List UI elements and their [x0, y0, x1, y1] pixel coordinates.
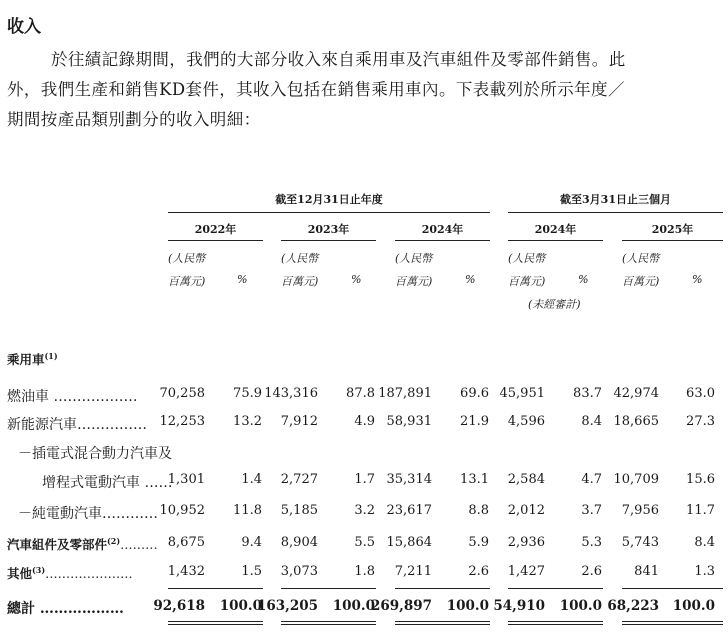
table-cell: 9.4 — [241, 535, 262, 550]
row-label — [7, 535, 158, 553]
footnote-ref: (2) — [107, 535, 121, 546]
divider — [508, 588, 603, 589]
table-cell: 2,727 — [280, 472, 318, 487]
table-cell: 187,891 — [378, 386, 432, 401]
divider — [168, 240, 263, 241]
table-cell: 5.9 — [468, 535, 489, 550]
paragraph-line-3: 期間按產品類別劃分的收入明細： — [7, 110, 261, 129]
pct-label: % — [578, 273, 589, 286]
row-label-text: 汽車組件及零部件 — [7, 537, 108, 552]
group-header-year: 截至12月31日止年度 — [275, 193, 383, 206]
table-cell: 7,912 — [280, 414, 318, 429]
paragraph-line-1: 於往績記錄期間，我們的大部分收入來自乘用車及汽車組件及零部件銷售。此 — [51, 50, 626, 69]
divider — [281, 588, 376, 589]
footnote-ref: (1) — [44, 350, 58, 361]
table-cell: 83.7 — [573, 386, 602, 401]
table-cell: 8,675 — [167, 535, 205, 550]
table-cell: 8,904 — [280, 535, 318, 550]
table-cell: 92,618 — [153, 598, 205, 614]
table-cell: 18,665 — [613, 414, 659, 429]
table-cell: 100.0 — [446, 598, 489, 614]
divider — [168, 212, 490, 213]
table-cell: 13.2 — [233, 414, 262, 429]
table-cell: 10,709 — [613, 472, 659, 487]
leader-dots: ………………… — [45, 566, 133, 581]
table-cell: 42,974 — [613, 386, 659, 401]
table-cell: 21.9 — [460, 414, 489, 429]
table-cell: 1.8 — [354, 564, 375, 579]
table-cell: 1,427 — [507, 564, 545, 579]
pct-label: % — [692, 273, 703, 286]
table-cell: 1.3 — [694, 564, 715, 579]
table-cell: 15.6 — [686, 472, 715, 487]
pct-label: % — [351, 273, 362, 286]
total-label: 總計 ……………… — [7, 601, 124, 617]
section-label — [7, 350, 58, 368]
table-cell: 11.8 — [233, 503, 262, 518]
table-cell: 143,316 — [264, 386, 318, 401]
divider — [395, 588, 490, 589]
table-cell: 5.5 — [354, 535, 375, 550]
table-cell: 75.9 — [233, 386, 262, 401]
table-cell: 4.7 — [581, 472, 602, 487]
table-cell: 100.0 — [559, 598, 602, 614]
divider — [622, 240, 723, 241]
table-cell: 8.8 — [468, 503, 489, 518]
unit-label: (人民幣 — [168, 252, 206, 265]
table-cell: 11.7 — [686, 503, 715, 518]
table-cell: 4.9 — [354, 414, 375, 429]
period-header: 2023年 — [307, 223, 350, 236]
row-label: 新能源汽車…………… — [7, 417, 147, 433]
table-cell: 8.4 — [694, 535, 715, 550]
table-cell: 2.6 — [581, 564, 602, 579]
table-cell: 2,012 — [507, 503, 545, 518]
divider — [281, 240, 376, 241]
row-label: －純電動汽車………… — [18, 506, 158, 522]
double-rule — [622, 621, 723, 625]
row-label — [7, 564, 133, 582]
table-cell: 10,952 — [159, 503, 205, 518]
table-cell: 58,931 — [386, 414, 432, 429]
unit-label: 百萬元) — [281, 275, 319, 288]
divider — [395, 240, 490, 241]
table-cell: 1.4 — [241, 472, 262, 487]
divider — [622, 588, 723, 589]
table-cell: 2,584 — [507, 472, 545, 487]
table-cell: 3.7 — [581, 503, 602, 518]
period-header: 2024年 — [421, 223, 464, 236]
double-rule — [395, 621, 490, 625]
table-cell: 70,258 — [159, 386, 205, 401]
footnote-ref: (3) — [32, 564, 46, 575]
table-cell: 5,185 — [280, 503, 318, 518]
unit-label: 百萬元) — [508, 275, 546, 288]
table-cell: 100.0 — [219, 598, 262, 614]
table-cell: 7,211 — [394, 564, 432, 579]
table-cell: 5.3 — [581, 535, 602, 550]
unit-label: 百萬元) — [622, 275, 660, 288]
table-cell: 27.3 — [686, 414, 715, 429]
table-cell: 4,596 — [507, 414, 545, 429]
double-rule — [168, 621, 263, 625]
table-cell: 5,743 — [621, 535, 659, 550]
unit-label: 百萬元) — [395, 275, 433, 288]
pct-label: % — [237, 273, 248, 286]
table-cell: 3.2 — [354, 503, 375, 518]
table-cell: 269,897 — [370, 598, 432, 614]
table-cell: 23,617 — [386, 503, 432, 518]
unit-label: (人民幣 — [508, 252, 546, 265]
table-cell: 68,223 — [607, 598, 659, 614]
paragraph-line-2: 外，我們生產和銷售KD套件，其收入包括在銷售乘用車內。下表載列於所示年度／ — [7, 80, 625, 99]
table-cell: 45,951 — [499, 386, 545, 401]
section-label-text: 乘用車 — [7, 352, 45, 367]
table-cell: 163,205 — [256, 598, 318, 614]
row-label-text: 其他 — [7, 566, 33, 581]
table-cell: 100.0 — [672, 598, 715, 614]
table-cell: 13.1 — [460, 472, 489, 487]
unaudited-note: (未經審計) — [528, 298, 581, 311]
period-header: 2024年 — [534, 223, 577, 236]
divider — [168, 588, 263, 589]
table-cell: 1,301 — [167, 472, 205, 487]
divider — [508, 240, 603, 241]
double-rule — [508, 621, 603, 625]
unit-label: (人民幣 — [281, 252, 319, 265]
row-label: 燃油車 ……………… — [7, 389, 138, 405]
table-cell: 63.0 — [686, 386, 715, 401]
period-header: 2022年 — [194, 223, 237, 236]
pct-label: % — [465, 273, 476, 286]
table-cell: 841 — [634, 564, 659, 579]
table-cell: 69.6 — [460, 386, 489, 401]
table-cell: 2.6 — [468, 564, 489, 579]
table-cell: 7,956 — [621, 503, 659, 518]
table-cell: 12,253 — [159, 414, 205, 429]
group-header-quarter: 截至3月31日止三個月 — [560, 193, 671, 206]
period-header: 2025年 — [651, 223, 694, 236]
table-cell: 87.8 — [346, 386, 375, 401]
table-cell: 15,864 — [386, 535, 432, 550]
table-cell: 54,910 — [493, 598, 545, 614]
double-rule — [281, 621, 376, 625]
row-label: －插電式混合動力汽車及 — [18, 446, 172, 462]
table-cell: 100.0 — [332, 598, 375, 614]
unit-label: 百萬元) — [168, 275, 206, 288]
section-heading: 收入 — [7, 17, 41, 37]
table-cell: 8.4 — [581, 414, 602, 429]
table-cell: 1,432 — [167, 564, 205, 579]
table-cell: 35,314 — [386, 472, 432, 487]
table-cell: 3,073 — [280, 564, 318, 579]
leader-dots: ……… — [120, 537, 158, 552]
unit-label: (人民幣 — [622, 252, 660, 265]
row-label: 增程式電動汽車 …… — [42, 475, 173, 491]
divider — [508, 212, 723, 213]
table-cell: 2,936 — [507, 535, 545, 550]
table-cell: 1.5 — [241, 564, 262, 579]
table-cell: 1.7 — [354, 472, 375, 487]
unit-label: (人民幣 — [395, 252, 433, 265]
